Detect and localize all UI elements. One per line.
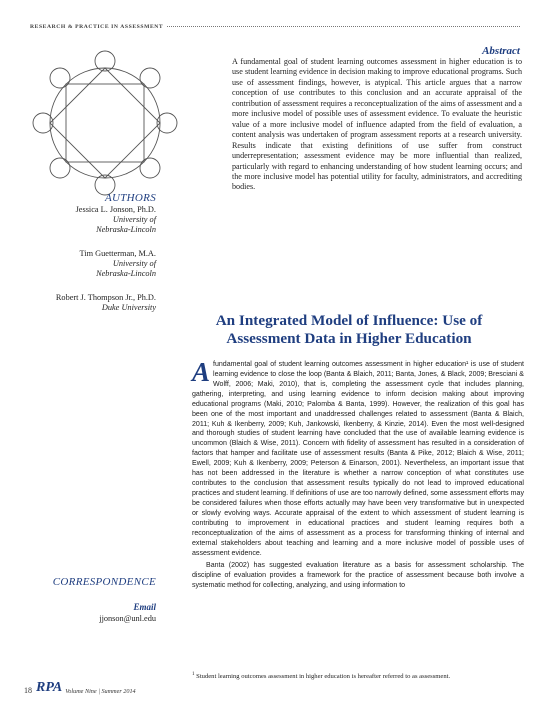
paragraph-1-text: fundamental goal of student learning outcomes assessment in higher education¹ is use of student learning evidence to close the loop (Banta & Blaich, 2011; Banta, Jones, & Black, 2009; Bresciani & Wolff, 2006; Maki, 2010), that is, completing the assessment cycle that includes planning, gathering, interpreting, and using learning evidence to inform decision making about improving educational programs (Maki, 2010; Palomba & Banta, 1999). However, the realization of this goal has been one of the most important and unaddressed challenges related to assessment (Banta & Blaich, 2011; Kuh & Ikenberry, 2009; Kuh, Jankowski, Ikenberry, & Kinzie, 2014). Even the most well-designed and thorough studies of student learning have concluded that the use of available learning evidence is uncommon (Blaich & Wise, 2011). Concern with fidelity of assessment has resulted in a consideration of factors that hamper and facilitate use of assessment results (Banta & Pike, 2012; Blaich & Wise, 2011; Ewell, 2009; Kuh & Ikenberry, 2009; Peterson & Einarson, 2001). Nevertheless, an important issue that has not been addressed in the literature is whether a narrow conception of what constitutes use contributes to the conclusion that assessment results typically do not lead to improved educational practices and student learning. If definitions of use are too narrowly defined, some assessment efforts may be considered failures when those efforts actually may have been very transformative but in unexpected or slowly evolving ways. Accurate appraisal of the extent to which assessment of student learning is contributing to improvement in educational practices and student learning requires both a reconceptualization of the aims of assessment as a process for transforming thinking of internal and external stakeholders about teaching and learning and a more inclusive model of possible uses of assessment evidence. (192, 361, 524, 557)
footnote-text: Student learning outcomes assessment in higher education is hereafter referred to as assessment. (194, 673, 451, 681)
author-affiliation: University of (112, 259, 156, 269)
author-affiliation: Nebraska-Lincoln (96, 225, 156, 235)
body-paragraph-2: Banta (2002) has suggested evaluation literature as a basis for assessment scholarship. The discipline of evaluation provides a framework for the practice of assessment because both involve a systematic method for collecting, analyzing, and using information to (192, 562, 524, 590)
abstract-heading: Abstract (482, 45, 520, 57)
header-divider (167, 26, 520, 27)
email-label: Email (133, 602, 156, 612)
title-line-1: An Integrated Model of Influence: Use of (215, 312, 483, 329)
footnote-marker: 1 (192, 672, 195, 677)
volume-info: Volume Nine | Summer 2014 (65, 688, 136, 695)
article-title (168, 312, 530, 348)
journal-logo: RPA (36, 680, 63, 695)
emblem-icon (30, 48, 180, 198)
author-name: Robert J. Thompson Jr., Ph.D. (55, 293, 156, 302)
section-title: RESEARCH & PRACTICE IN ASSESSMENT (30, 24, 164, 30)
author-name: Jessica L. Jonson, Ph.D. (75, 205, 156, 214)
page-number: 18 (24, 686, 32, 695)
title-line-2: Assessment Data in Higher Education (226, 330, 472, 347)
author-affiliation: University of (112, 215, 156, 225)
author-affiliation: Duke University (101, 303, 156, 313)
abstract-text: A fundamental goal of student learning outcomes assessment in higher education is to use student learning evidence in decision making to improve educational programs. Such use of assessment findings, however, is atypical. This article argues that a narrow conception of use contributes to this conclusion and an accurate appraisal of the contribution of assessment requires a reconceptualization of the aims of assessment and a more inclusive model of possible uses of assessment evidence. To evaluate the heuristic value of a more inclusive model of influence adapted from the field of evaluation, a content analysis was undertaken of program assessment reports at a research university. Results indicate that existing definitions of use suffer from construct underrepresentation; assessment evidence may be more influential than realized, particularly with regard to enhancing understanding of how student learning occurs; and the more inclusive model has potential utility for faculty, administrators, and accrediting bodies. (232, 57, 522, 192)
author-1 (20, 205, 156, 236)
footnote (192, 671, 524, 681)
drop-cap: A (192, 357, 211, 387)
page-footer (24, 681, 136, 695)
email-address[interactable]: jjonson@unl.edu (99, 614, 156, 623)
author-name: Tim Guetterman, M.A. (79, 249, 156, 258)
authors-heading: AUTHORS (105, 192, 156, 204)
author-affiliation: Nebraska-Lincoln (96, 269, 156, 279)
body-paragraph-1 (192, 357, 524, 558)
correspondence-heading: CORRESPONDENCE (52, 576, 156, 588)
article-body (192, 357, 524, 591)
author-3 (20, 293, 156, 313)
running-header (30, 24, 520, 30)
author-2 (20, 249, 156, 280)
